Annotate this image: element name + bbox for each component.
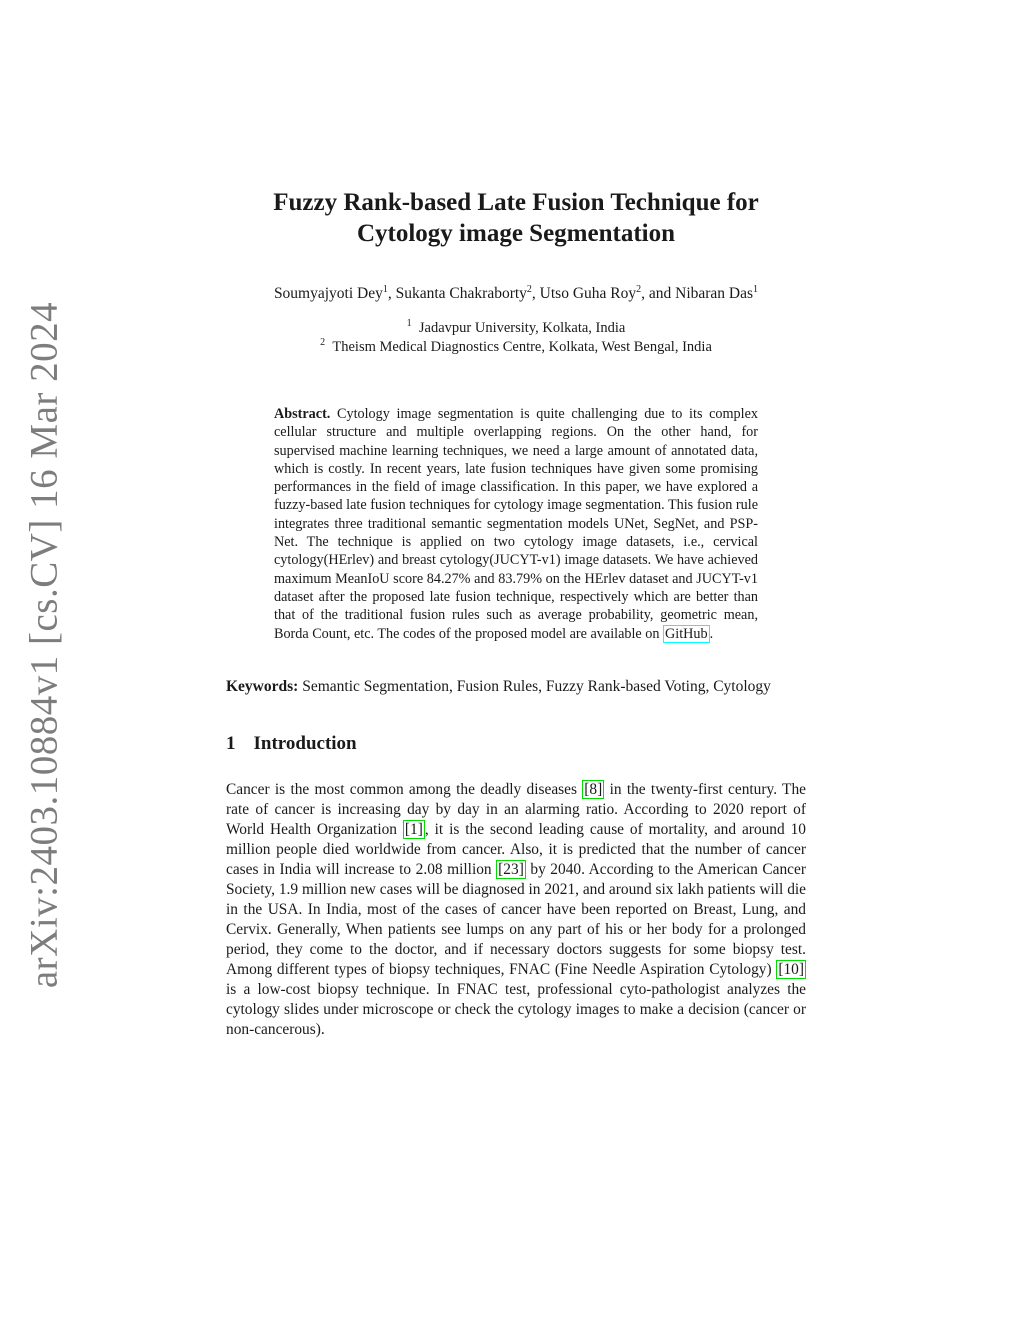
author-separator: , [387, 285, 396, 302]
intro-text: Cancer is the most common among the deadly diseases [226, 780, 577, 798]
author-separator: , [531, 285, 540, 302]
arxiv-stamp-text: arXiv:2403.10884v1 [cs.CV] 16 Mar 2024 [22, 301, 66, 989]
intro-text: in the twenty-first century. The rate of cancer is increasing day by day in an alarming ratio. According to 2020 report of World Health Organization [226, 780, 806, 838]
title-line-1: Fuzzy Rank-based Late Fusion Technique for [273, 189, 759, 216]
author-affiliation-mark: 1 [753, 283, 759, 295]
abstract-end: . [709, 625, 714, 642]
affiliations [226, 319, 806, 357]
citation-link[interactable]: [8] [584, 780, 603, 798]
keywords-text: Semantic Segmentation, Fusion Rules, Fuzzy Rank-based Voting, Cytology [302, 677, 771, 695]
citation-link[interactable]: [23] [498, 860, 524, 878]
citation-link[interactable]: [1] [404, 820, 423, 838]
abstract-text: Cytology image segmentation is quite challenging due to its complex cellular structure and multiple overlapping regions. On the other hand, for supervised machine learning techniques, we need a large amount of annotated data, which is costly. In recent years, late fusion techniques have given some promising performances in the field of image classification. In this paper, we have explored a fuzzy-based late fusion techniques for cytology image segmentation. This fusion rule integrates three traditional semantic segmentation models UNet, SegNet, and PSP-Net. The technique is applied on two cytology image datasets, i.e., cervical cytology(HErlev) and breast cytology(JUCYT-v1) image datasets. We have achieved maximum MeanIoU score 84.27% and 83.79% on the HErlev dataset and JUCYT-v1 dataset after the proposed late fusion technique, respectively which are better than that of the traditional fusion rules such as average probability, geometric mean, Borda Count, etc. The codes of the proposed model are available on [274, 406, 758, 642]
author-name: Sukanta Chakraborty [395, 285, 527, 302]
abstract-label: Abstract. [274, 406, 331, 422]
affiliation-2 [226, 338, 806, 357]
affiliation-text: Jadavpur University, Kolkata, India [418, 320, 626, 336]
author-name: Soumyajyoti Dey [273, 285, 383, 302]
paper-title [226, 187, 806, 249]
author-affiliation-mark: 2 [636, 283, 642, 295]
section-title: Introduction [253, 732, 357, 754]
author-affiliation-mark: 2 [526, 283, 532, 295]
author-affiliation-mark: 1 [382, 283, 388, 295]
intro-text: by 2040. According to the American Cancer Society, 1.9 million new cases will be diagnosed in 2021, and around six lakh patients will die in the USA. In India, most of the cases of cancer have been reported on Breast, Lung, and Cervix. Generally, When patients see lumps on any part of his or her body for a prolonged period, they come to the doctor, and if necessary doctors suggests for some biopsy test. Among different types of biopsy techniques, FNAC (Fine Needle Aspiration Cytology) [226, 860, 806, 978]
author-name: Nibaran Das [675, 285, 754, 302]
section-number: 1 [226, 732, 236, 754]
intro-text: is a low-cost biopsy technique. In FNAC test, professional cyto-pathologist analyzes the cytology slides under microscope or check the cytology images to make a decision (cancer or non-cancerous). [226, 980, 806, 1038]
title-line-2: Cytology image Segmentation [356, 220, 676, 247]
affiliation-1 [226, 319, 806, 338]
affiliation-number: 1 [406, 318, 412, 330]
author-separator: , and [641, 285, 676, 302]
section-heading [226, 733, 806, 755]
intro-paragraph [226, 780, 806, 1040]
intro-text: , it is the second leading cause of mortality, and around 10 million people died worldwide from cancer. Also, it is predicted that the number of cancer cases in India will increase to 2.08 million [226, 820, 806, 878]
keywords [226, 677, 806, 697]
paper-page [226, 0, 806, 1040]
author-name: Utso Guha Roy [539, 285, 637, 302]
github-link[interactable]: GitHub [665, 625, 708, 642]
keywords-label: Keywords: [226, 677, 299, 695]
abstract [274, 405, 758, 643]
author-list [226, 285, 806, 303]
affiliation-number: 2 [320, 337, 326, 349]
citation-link[interactable]: [10] [778, 960, 804, 978]
arxiv-stamp [14, 301, 74, 989]
affiliation-text: Theism Medical Diagnostics Centre, Kolkata, West Bengal, India [332, 339, 712, 355]
